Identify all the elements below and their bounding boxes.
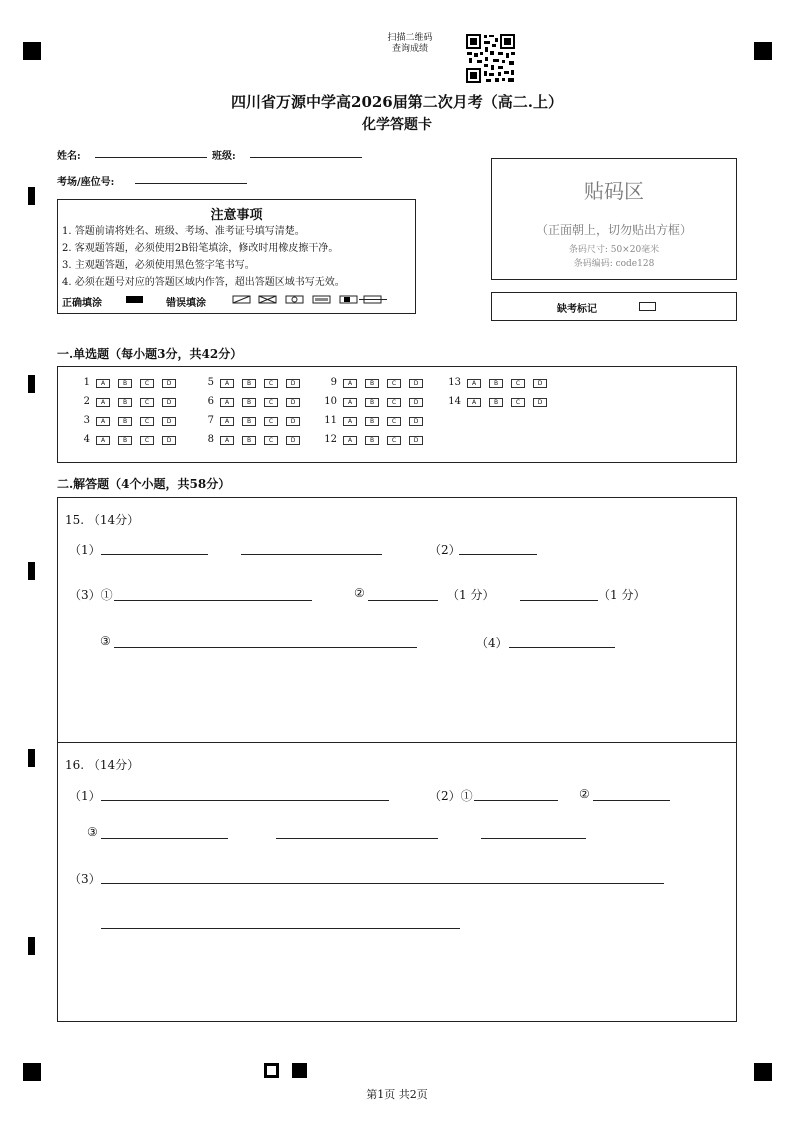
exam-title: 四川省万源中学高2026届第二次月考（高二.上） (231, 93, 563, 111)
answer-bubble-c[interactable]: C (511, 398, 525, 407)
question-number: 13 (448, 377, 461, 388)
answer-bubble-c[interactable]: C (140, 379, 154, 388)
q16-part2-blank-4[interactable] (276, 838, 438, 839)
answer-bubble-c[interactable]: C (387, 398, 401, 407)
answer-bubble-b[interactable]: B (118, 417, 132, 426)
answer-bubble-d[interactable]: D (286, 436, 300, 445)
q15-answer-box[interactable] (57, 497, 737, 743)
notice-title: 注意事项 (210, 208, 263, 223)
q16-part3-blank-1[interactable] (101, 883, 664, 884)
answer-bubble-d[interactable]: D (409, 379, 423, 388)
answer-bubble-a[interactable]: A (220, 436, 234, 445)
answer-bubble-a[interactable]: A (220, 379, 234, 388)
answer-bubble-d[interactable]: D (409, 417, 423, 426)
barcode-size-text: 条码尺寸: 50×20毫米 (568, 245, 660, 255)
page-mark-filled (292, 1063, 307, 1078)
answer-bubble-c[interactable]: C (387, 417, 401, 426)
answer-bubble-d[interactable]: D (533, 398, 547, 407)
q15-title: 15. （14分） (65, 513, 140, 527)
question-number: 5 (207, 377, 214, 388)
question-number: 7 (207, 415, 214, 426)
answer-bubble-a[interactable]: A (96, 379, 110, 388)
scan-hint-line2: 查询成绩 (391, 44, 428, 54)
barcode-code-text: 条码编码: code128 (573, 259, 655, 269)
class-label: 班级: (212, 151, 236, 162)
answer-bubble-b[interactable]: B (118, 398, 132, 407)
answer-bubble-a[interactable]: A (343, 398, 357, 407)
q16-part3-label: （3） (69, 872, 101, 886)
absent-mark-box (491, 292, 737, 321)
timing-mark (28, 937, 35, 955)
seat-field[interactable] (135, 183, 247, 184)
q15-part3-blank-2[interactable] (368, 600, 438, 601)
answer-bubble-a[interactable]: A (467, 379, 481, 388)
answer-bubble-b[interactable]: B (118, 379, 132, 388)
section1-title: 一.单选题（每小题3分，共42分） (57, 347, 243, 361)
absent-checkbox[interactable] (639, 302, 656, 311)
corner-mark-bottom-left (23, 1063, 41, 1081)
timing-mark (28, 187, 35, 205)
answer-bubble-a[interactable]: A (220, 417, 234, 426)
q15-part3-sub2-label: ② (354, 586, 365, 600)
scan-hint (370, 33, 450, 55)
barcode-area-instruction: （正面朝上，切勿贴出方框） (535, 223, 692, 237)
corner-mark-bottom-right (754, 1063, 772, 1081)
answer-bubble-a[interactable]: A (343, 379, 357, 388)
answer-bubble-b[interactable]: B (118, 436, 132, 445)
q15-part3-sub3-label: ③ (100, 634, 111, 648)
q16-part2-blank-2[interactable] (593, 800, 670, 801)
q15-part4-label: （4） (476, 636, 508, 650)
question-number: 6 (207, 396, 214, 407)
answer-bubble-d[interactable]: D (162, 398, 176, 407)
q16-answer-box[interactable] (57, 742, 737, 1022)
q15-part3-blank-1[interactable] (114, 600, 312, 601)
answer-bubble-b[interactable]: B (365, 398, 379, 407)
notice-item: 1. 答题前请将姓名、班级、考场、准考证号填写清楚。 (62, 226, 305, 237)
answer-bubble-c[interactable]: C (264, 417, 278, 426)
absent-label: 缺考标记 (557, 304, 597, 315)
q15-part3-label: （3）① (69, 588, 113, 602)
question-number: 4 (83, 434, 90, 445)
answer-bubble-c[interactable]: C (264, 379, 278, 388)
answer-bubble-c[interactable]: C (511, 379, 525, 388)
q15-part1-label: （1） (69, 543, 101, 557)
wrong-fill-samples (232, 295, 392, 305)
timing-mark (28, 749, 35, 767)
notice-item: 4. 必须在题号对应的答题区域内作答，超出答题区域书写无效。 (62, 277, 345, 288)
answer-bubble-b[interactable]: B (242, 398, 256, 407)
q16-part2-blank-5[interactable] (481, 838, 586, 839)
single-choice-area (57, 366, 737, 463)
answer-bubble-c[interactable]: C (387, 436, 401, 445)
answer-bubble-d[interactable]: D (533, 379, 547, 388)
q15-part1-blank-b[interactable] (241, 554, 382, 555)
answer-bubble-a[interactable]: A (96, 436, 110, 445)
correct-fill-label: 正确填涂 (62, 298, 102, 309)
answer-bubble-c[interactable]: C (264, 398, 278, 407)
barcode-area-title: 贴码区 (584, 179, 644, 203)
answer-bubble-d[interactable]: D (409, 436, 423, 445)
q16-part2-blank-1[interactable] (474, 800, 558, 801)
answer-bubble-c[interactable]: C (140, 398, 154, 407)
answer-bubble-d[interactable]: D (286, 379, 300, 388)
q16-part1-blank[interactable] (101, 800, 389, 801)
answer-bubble-c[interactable]: C (264, 436, 278, 445)
page-mark-hollow (264, 1063, 279, 1078)
answer-bubble-d[interactable]: D (286, 398, 300, 407)
timing-mark (28, 375, 35, 393)
q15-part2-blank[interactable] (459, 554, 537, 555)
class-field[interactable] (250, 157, 362, 158)
answer-bubble-c[interactable]: C (140, 417, 154, 426)
notice-box (57, 199, 416, 314)
name-field[interactable] (95, 157, 207, 158)
question-number: 11 (324, 415, 337, 426)
answer-bubble-b[interactable]: B (242, 436, 256, 445)
answer-bubble-a[interactable]: A (220, 398, 234, 407)
answer-bubble-b[interactable]: B (242, 417, 256, 426)
section2-title: 二.解答题（4个小题，共58分） (57, 477, 231, 491)
answer-bubble-a[interactable]: A (467, 398, 481, 407)
scan-hint-line1: 扫描二维码 (387, 33, 433, 43)
q16-part2-sub3-label: ③ (87, 825, 98, 839)
name-label: 姓名: (57, 151, 81, 162)
question-number: 2 (83, 396, 90, 407)
answer-bubble-a[interactable]: A (96, 398, 110, 407)
question-number: 12 (324, 434, 337, 445)
q15-part3-score-b: （1 分） (598, 588, 646, 602)
q16-part3-blank-2[interactable] (101, 928, 460, 929)
q16-part2-blank-3[interactable] (101, 838, 228, 839)
answer-bubble-d[interactable]: D (162, 436, 176, 445)
corner-mark-top-right (754, 42, 772, 60)
answer-bubble-d[interactable]: D (409, 398, 423, 407)
answer-bubble-b[interactable]: B (365, 436, 379, 445)
q15-part3-blank-4[interactable] (114, 647, 417, 648)
timing-mark (28, 562, 35, 580)
exam-subtitle: 化学答题卡 (362, 117, 432, 133)
answer-bubble-d[interactable]: D (162, 417, 176, 426)
question-number: 14 (448, 396, 461, 407)
answer-bubble-c[interactable]: C (140, 436, 154, 445)
answer-bubble-b[interactable]: B (489, 379, 503, 388)
q16-part1-label: （1） (69, 789, 101, 803)
q15-part2-label: （2） (429, 543, 461, 557)
seat-label: 考场/座位号: (57, 177, 115, 188)
answer-bubble-a[interactable]: A (343, 436, 357, 445)
answer-bubble-a[interactable]: A (343, 417, 357, 426)
answer-bubble-d[interactable]: D (162, 379, 176, 388)
answer-bubble-a[interactable]: A (96, 417, 110, 426)
q15-part3-score-a: （1 分） (447, 588, 495, 602)
answer-bubble-b[interactable]: B (365, 417, 379, 426)
q15-part3-blank-3[interactable] (520, 600, 598, 601)
q16-part2-label: （2）① (429, 789, 473, 803)
barcode-area (491, 158, 737, 280)
q16-part2-sub2-label: ② (579, 787, 590, 801)
answer-bubble-c[interactable]: C (387, 379, 401, 388)
q16-title: 16. （14分） (65, 758, 140, 772)
q15-part4-blank[interactable] (509, 647, 615, 648)
q15-part1-blank-a[interactable] (101, 554, 208, 555)
question-number: 10 (324, 396, 337, 407)
notice-item: 2. 客观题答题，必须使用2B铅笔填涂，修改时用橡皮擦干净。 (62, 243, 339, 254)
question-number: 3 (83, 415, 90, 426)
notice-item: 3. 主观题答题，必须使用黑色签字笔书写。 (62, 260, 255, 271)
answer-bubble-d[interactable]: D (286, 417, 300, 426)
corner-mark-top-left (23, 42, 41, 60)
qr-code-icon (465, 33, 516, 84)
question-number: 1 (83, 377, 90, 388)
wrong-fill-label: 错误填涂 (166, 298, 206, 309)
answer-bubble-b[interactable]: B (242, 379, 256, 388)
answer-bubble-b[interactable]: B (489, 398, 503, 407)
answer-bubble-b[interactable]: B (365, 379, 379, 388)
correct-fill-sample (126, 296, 143, 303)
page-number: 第1页 共2页 (366, 1088, 428, 1101)
question-number: 8 (207, 434, 214, 445)
question-number: 9 (330, 377, 337, 388)
